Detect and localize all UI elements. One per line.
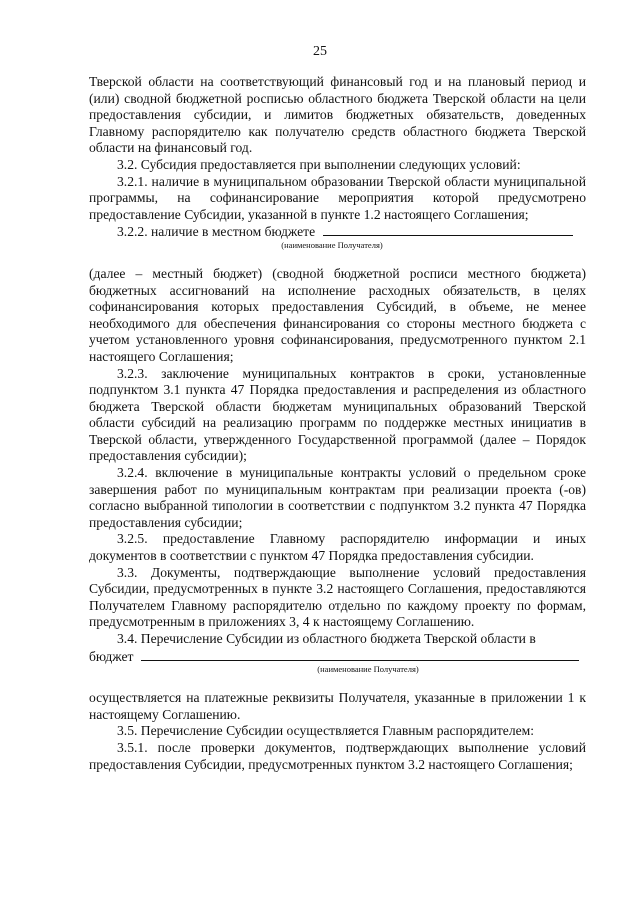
paragraph-3-4-prefix: бюджет xyxy=(89,648,134,664)
paragraph-3-2: 3.2. Субсидия предоставляется при выполнении следующих условий: xyxy=(117,156,521,172)
paragraph-3-4-cont: осуществляется на платежные реквизиты Получателя, указанные в приложении 1 к настоящему Соглашению. xyxy=(89,690,586,722)
recipient-name-caption-1: (наименование Получателя) xyxy=(281,239,383,250)
paragraph-3-2-5: 3.2.5. предоставление Главному распорядителю информации и иных документов в соответствии с пунктом 47 Порядка предоставления субсидии. xyxy=(89,531,586,564)
recipient-name-blank-2 xyxy=(141,648,579,661)
recipient-name-caption-2: (наименование Получателя) xyxy=(317,664,419,675)
paragraph-3-2-2-line xyxy=(89,223,586,240)
paragraph-3-4-line xyxy=(89,648,586,665)
recipient-name-blank-1 xyxy=(323,223,573,236)
paragraph-3-2-3: 3.2.3. заключение муниципальных контрактов в сроки, установленные подпунктом 3.1 пункта 47 Порядка предоставления и распределения из областного бюджета Тверской области бюджетам муниципальных образований Тверской области субсидий на реализацию программ по поддержке местных инициатив в Тверской области, утвержденного Государственной программой (далее – Порядок предоставления субсидии); xyxy=(89,365,586,464)
document-body xyxy=(89,74,586,773)
paragraph-3-4: 3.4. Перечисление Субсидии из областного бюджета Тверской области в xyxy=(117,631,536,646)
page-number: 25 xyxy=(313,44,327,59)
paragraph-3-3: 3.3. Документы, подтверждающие выполнение условий предоставления Субсидии, предусмотренных в пункте 3.2 настоящего Соглашения, предоставляются Получателем Главному распорядителю отдельно по каждому проекту по формам, предусмотренным в приложениях 3, 4 к настоящему Соглашению. xyxy=(89,564,586,630)
paragraph-3-2-2-prefix: 3.2.2. наличие в местном бюджете xyxy=(117,224,316,240)
paragraph-3-2-2-cont: (далее – местный бюджет) (сводной бюджетной росписи местного бюджета) бюджетных ассигнований на исполнение расходных обязательств, в целях софинансирования которых предоставления Субсидий, в объеме, не менее необходимого для обеспечения финансирования со стороны местного бюджета с учетом установленного уровня софинансирования, предусмотренного пунктом 2.1 настоящего Соглашения; xyxy=(89,265,586,364)
paragraph-3-5-1: 3.5.1. после проверки документов, подтверждающих выполнение условий предоставления Субсидии, предусмотренных пунктом 3.2 настоящего Соглашения; xyxy=(89,739,586,772)
paragraph-intro: Тверской области на соответствующий финансовый год и на плановый период и (или) сводной бюджетной росписью областного бюджета Тверской области на цели предоставления субсидии, и лимитов бюджетных обязательств, доведенных Главному распорядителю как получателю средств областного бюджета Тверской области на финансовый год. xyxy=(89,74,586,156)
paragraph-3-2-4: 3.2.4. включение в муниципальные контракты условий о предельном сроке завершения работ по муниципальным контрактам при реализации проекта (-ов) согласно выбранной типологии в соответствии с подпунктом 3.2 пункта 47 Порядка предоставления субсидии; xyxy=(89,465,586,530)
paragraph-3-5: 3.5. Перечисление Субсидии осуществляется Главным распорядителем: xyxy=(117,723,535,739)
paragraph-3-2-1: 3.2.1. наличие в муниципальном образовании Тверской области муниципальной программы, на софинансирование мероприятия которой предусмотрено предоставление Субсидии, указанной в пункте 1.2 настоящего Соглашения; xyxy=(89,173,586,222)
